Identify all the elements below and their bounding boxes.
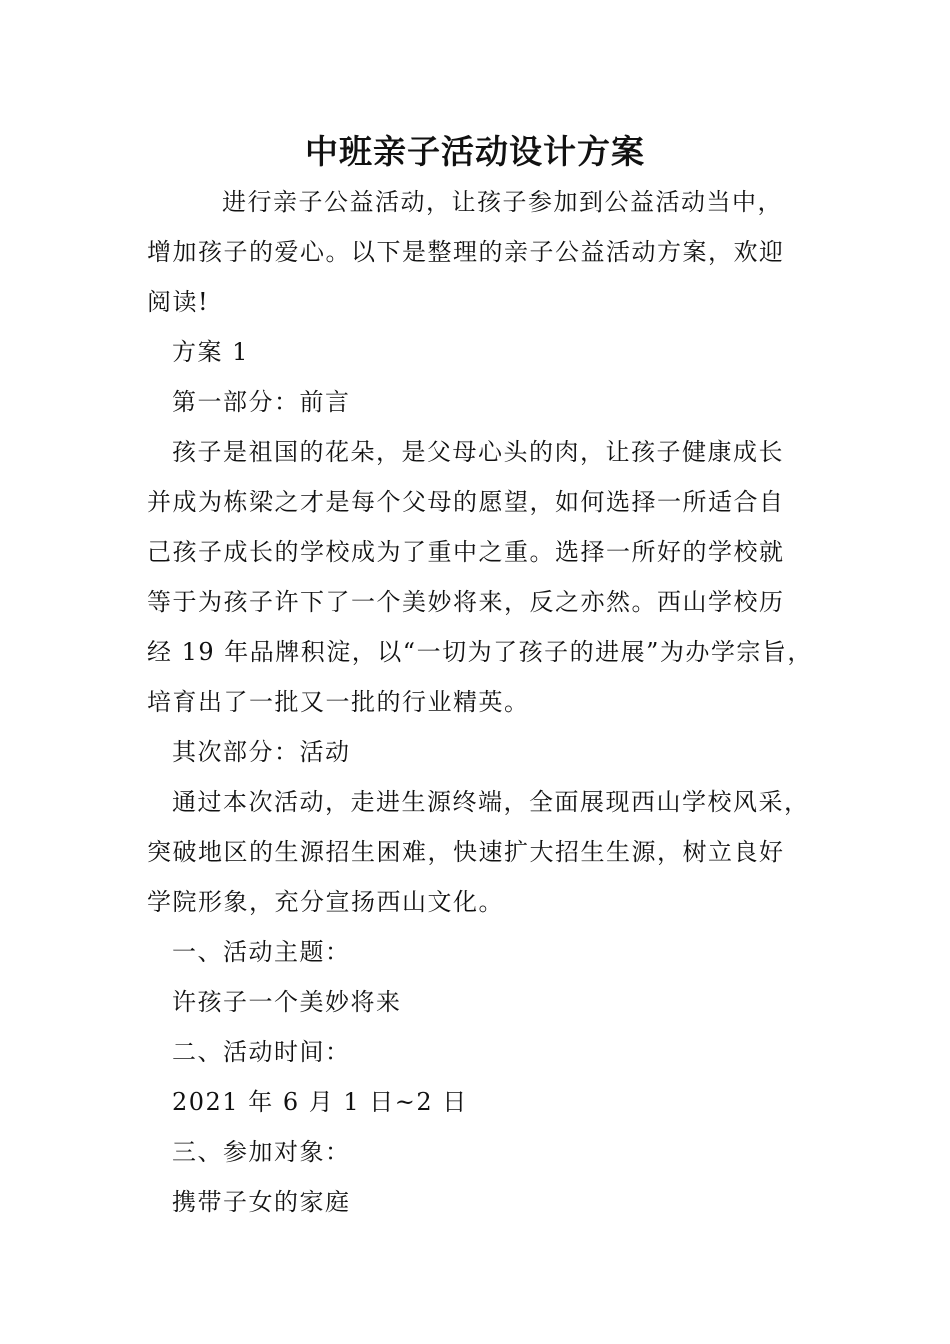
intro-line-1: 进行亲子公益活动，让孩子参加到公益活动当中， — [222, 188, 783, 216]
part2-line-3: 学院形象，充分宣扬西山文化。 — [147, 888, 504, 916]
time-heading: 二、活动时间： — [172, 1038, 351, 1066]
intro-line-3: 阅读! — [147, 288, 210, 316]
theme-heading: 一、活动主题： — [172, 938, 351, 966]
part2-line-2: 突破地区的生源招生困难，快速扩大招生生源，树立良好 — [147, 838, 785, 866]
part1-heading: 第一部分：前言 — [172, 388, 351, 416]
document-title: 中班亲子活动设计方案 — [305, 132, 645, 171]
target-value: 携带子女的家庭 — [172, 1188, 351, 1216]
part1-line-6: 培育出了一批又一批的行业精英。 — [147, 688, 530, 716]
plan-label: 方案 1 — [172, 338, 249, 366]
theme-value: 许孩子一个美妙将来 — [172, 988, 402, 1016]
part1-line-4: 等于为孩子许下了一个美妙将来，反之亦然。西山学校历 — [147, 588, 785, 616]
part2-line-1: 通过本次活动，走进生源终端，全面展现西山学校风采， — [172, 788, 810, 816]
target-heading: 三、参加对象： — [172, 1138, 351, 1166]
part1-line-1: 孩子是祖国的花朵，是父母心头的肉，让孩子健康成长 — [172, 438, 784, 466]
part1-line-2: 并成为栋梁之才是每个父母的愿望，如何选择一所适合自 — [147, 488, 785, 516]
part1-line-5: 经 19 年品牌积淀，以“一切为了孩子的进展”为办学宗旨， — [147, 638, 813, 666]
part2-heading: 其次部分：活动 — [172, 738, 351, 766]
part1-line-3: 己孩子成长的学校成为了重中之重。选择一所好的学校就 — [147, 538, 785, 566]
intro-line-2: 增加孩子的爱心。以下是整理的亲子公益活动方案，欢迎 — [147, 238, 785, 266]
time-value: 2021 年 6 月 1 日~2 日 — [172, 1088, 468, 1116]
